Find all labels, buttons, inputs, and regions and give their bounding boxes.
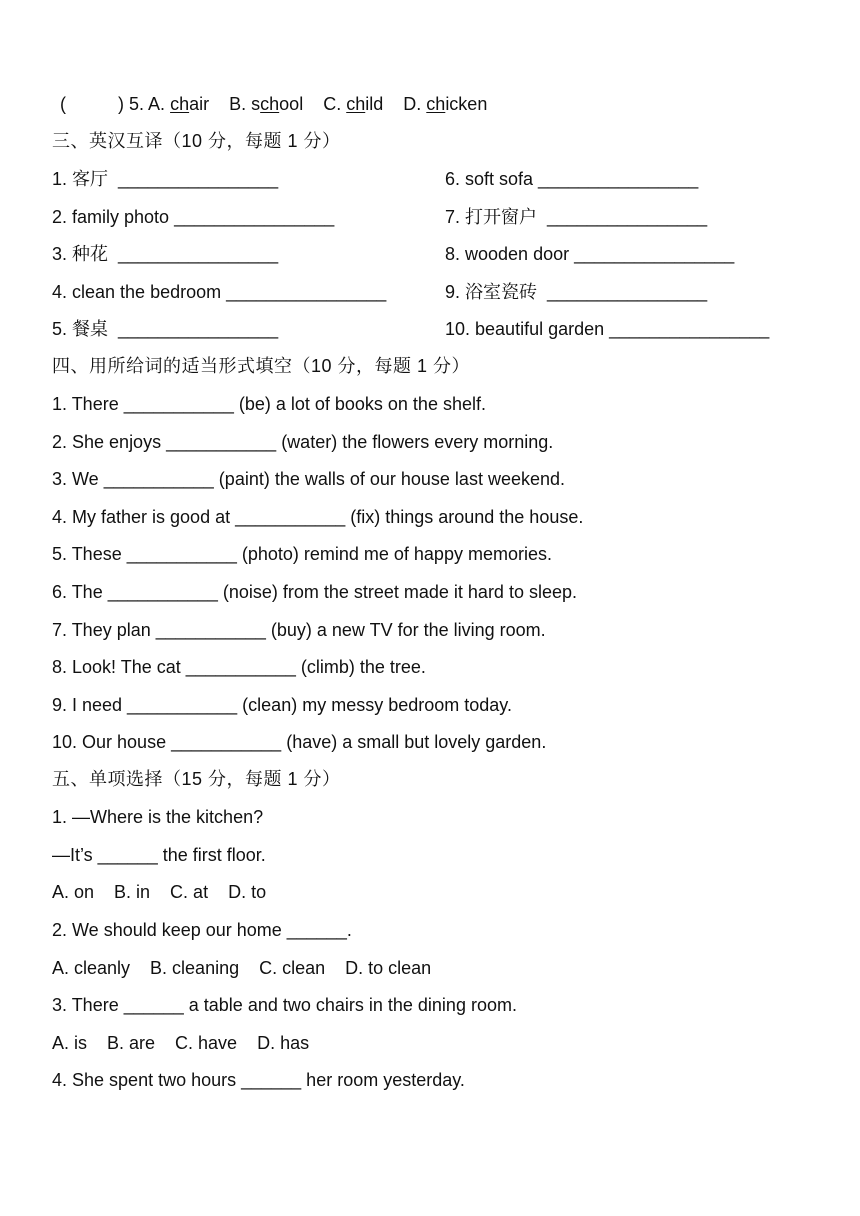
translation-item-1: 1. 客厅 ________________	[52, 169, 279, 189]
answer-bracket-close: )	[118, 94, 124, 114]
phonics-question-5	[60, 93, 487, 115]
fill-in-item-1: 1. There ___________ (be) a lot of books on the shelf.	[52, 394, 486, 414]
mc-question-2: 2. We should keep our home ______.	[52, 920, 352, 940]
translation-item-3: 3. 种花 ________________	[52, 244, 279, 264]
option-d: D. chicken	[403, 94, 488, 114]
translation-item-2: 2. family photo ________________	[52, 207, 335, 227]
fill-in-item-3: 3. We ___________ (paint) the walls of our house last weekend.	[52, 469, 565, 489]
mc-question-1: 1. —Where is the kitchen?	[52, 807, 264, 827]
mc-question-2-options: A. cleanly B. cleaning C. clean D. to clean	[52, 958, 432, 978]
underlined-letters: ch	[260, 94, 280, 114]
mc-question-3: 3. There ______ a table and two chairs in the dining room.	[52, 995, 517, 1015]
translation-item-6: 6. soft sofa ________________	[445, 169, 699, 189]
option-c: C. child	[323, 94, 384, 114]
underlined-letters: ch	[426, 94, 446, 114]
section-5-heading: 五、单项选择（15 分，每题 1 分）	[52, 769, 341, 789]
translation-item-9: 9. 浴室瓷砖 ________________	[445, 282, 708, 302]
translation-item-10: 10. beautiful garden ________________	[445, 319, 770, 339]
fill-in-item-9: 9. I need ___________ (clean) my messy bedroom today.	[52, 695, 512, 715]
fill-in-item-7: 7. They plan ___________ (buy) a new TV for the living room.	[52, 620, 546, 640]
mc-question-1-answer-line: —It’s ______ the first floor.	[52, 845, 266, 865]
fill-in-item-8: 8. Look! The cat ___________ (climb) the tree.	[52, 657, 426, 677]
fill-in-item-10: 10. Our house ___________ (have) a small but lovely garden.	[52, 732, 547, 752]
option-b: B. school	[229, 94, 304, 114]
fill-in-item-5: 5. These ___________ (photo) remind me of happy memories.	[52, 544, 552, 564]
question-number: 5.	[129, 94, 145, 114]
section-4-heading: 四、用所给词的适当形式填空（10 分，每题 1 分）	[52, 356, 471, 376]
fill-in-item-2: 2. She enjoys ___________ (water) the flowers every morning.	[52, 432, 554, 452]
mc-question-4: 4. She spent two hours ______ her room yesterday.	[52, 1070, 465, 1090]
translation-item-8: 8. wooden door ________________	[445, 244, 735, 264]
option-a: A. chair	[148, 94, 210, 114]
translation-item-5: 5. 餐桌 ________________	[52, 319, 279, 339]
section-3-heading: 三、英汉互译（10 分，每题 1 分）	[52, 131, 341, 151]
fill-in-item-6: 6. The ___________ (noise) from the street made it hard to sleep.	[52, 582, 577, 602]
underlined-letters: ch	[170, 94, 190, 114]
underlined-letters: ch	[346, 94, 366, 114]
mc-question-3-options: A. is B. are C. have D. has	[52, 1033, 310, 1053]
fill-in-item-4: 4. My father is good at ___________ (fix) things around the house.	[52, 507, 584, 527]
translation-item-4: 4. clean the bedroom ________________	[52, 282, 387, 302]
translation-item-7: 7. 打开窗户 ________________	[445, 207, 708, 227]
mc-question-1-options: A. on B. in C. at D. to	[52, 882, 267, 902]
answer-bracket-open: (	[60, 94, 66, 114]
